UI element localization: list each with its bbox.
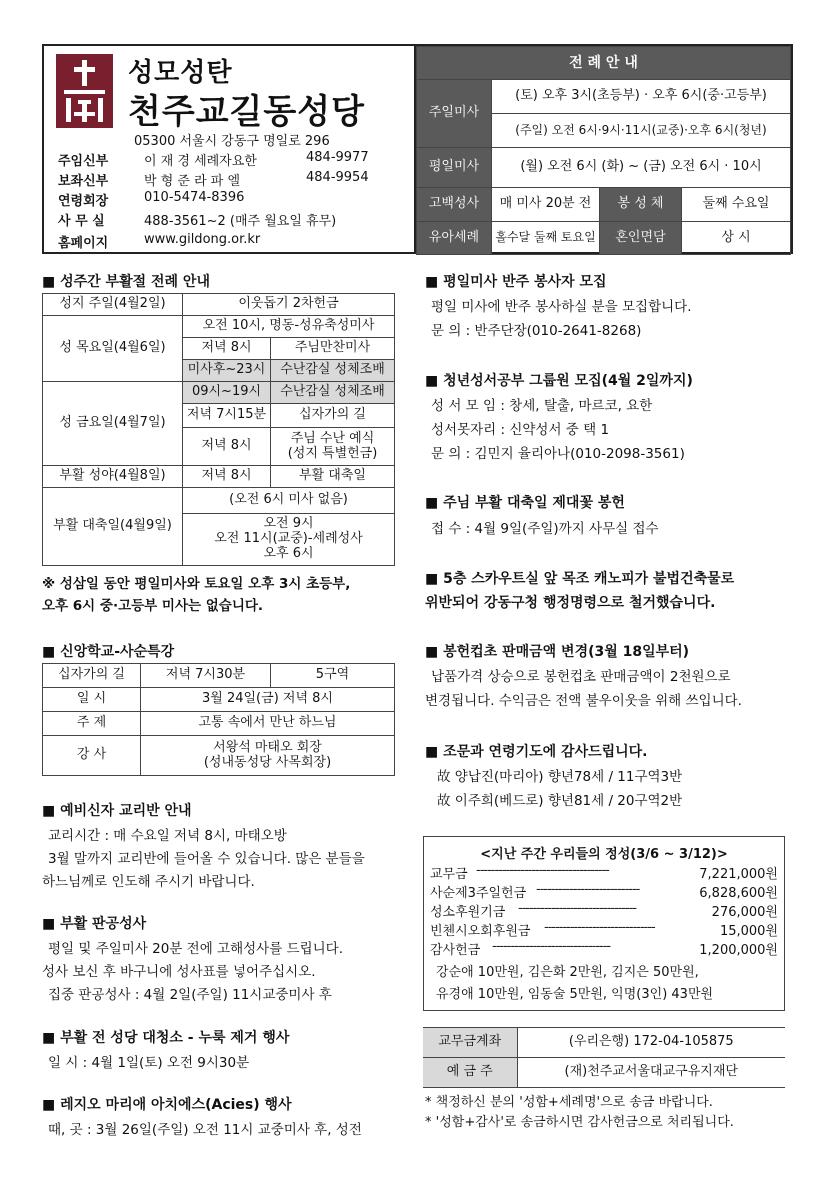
cell-line: 주님 수난 예식 <box>290 430 375 446</box>
dash-leader: -------------------------------- <box>492 939 611 954</box>
cup-line: 변경됩니다. 수익금은 전액 불우이웃을 위해 쓰입니다. <box>425 693 742 709</box>
parish-name-large: 천주교길동성당 <box>128 92 365 132</box>
dash-leader: ------------------------------ <box>544 920 655 935</box>
condolence-line: 故 양납진(마리아) 향년78세 / 11구역3반 <box>437 769 683 785</box>
offering-amount: 1,200,000원 <box>699 943 778 958</box>
offering-name: 감사헌금 <box>430 943 481 958</box>
table-cell: 주 제 <box>43 712 141 736</box>
info-label: 주임신부 <box>58 154 109 169</box>
condolence-title: ■ 조문과 연령기도에 감사드립니다. <box>425 744 648 760</box>
info-phone: 484-9954 <box>306 170 369 185</box>
catechumen-title: ■ 예비신자 교리반 안내 <box>42 803 192 819</box>
baptism-label: 유아세례 <box>417 222 492 255</box>
table-cell: 저녁 7시15분 <box>183 404 271 428</box>
info-value: 박 형 준 라 파 엘 <box>144 174 241 189</box>
baptism-value: 홀수달 둘째 토요일 <box>492 222 600 255</box>
marriage-label: 혼인면담 <box>600 222 682 255</box>
servers-line: 문 의 : 반주단장(010-2641-8268) <box>431 323 642 339</box>
table-cell: 이웃돕기 2차헌금 <box>183 294 395 316</box>
info-label: 연령회장 <box>58 194 109 209</box>
liturgy-guide <box>416 44 793 254</box>
cell-line: 오전 11시(교중)-세례성사 <box>214 531 363 547</box>
table-cell: 미사후~23시 <box>183 360 271 382</box>
info-row-assistant <box>58 170 108 189</box>
confession-line: 집중 판공성사 : 4월 2일(주일) 11시교중미사 후 <box>48 987 332 1003</box>
sunday-label: 주일미사 <box>417 80 492 148</box>
confession-line: 평일 및 주일미사 20분 전에 고해성사를 드립니다. <box>48 941 343 957</box>
info-value: 488-3561~2 (매주 월요일 휴무) <box>144 214 337 229</box>
offering-amount: 6,828,600원 <box>699 886 778 901</box>
school-table <box>42 663 395 776</box>
table-cell: 강 사 <box>43 736 141 776</box>
table-cell: 저녁 8시 <box>183 466 271 488</box>
holyweek-note: 오후 6시 중·고등부 미사는 없습니다. <box>42 598 264 614</box>
servers-title: ■ 평일미사 반주 봉사자 모집 <box>425 274 607 290</box>
canopy-notice: ■ 5층 스카우트실 앞 목조 캐노피가 불법건축물로 <box>425 571 735 587</box>
confession-label: 고백성사 <box>417 188 492 222</box>
table-cell: 예 금 주 <box>423 1058 517 1088</box>
catechumen-line: 하느님께로 인도해 주시기 바랍니다. <box>42 874 255 890</box>
donor-line: 강순애 10만원, 김은화 2만원, 김지은 50만원, <box>436 965 699 980</box>
dash-leader: ---------------------------- <box>536 882 640 897</box>
info-row-office <box>58 210 105 229</box>
servers-line: 평일 미사에 반주 봉사하실 분을 모집합니다. <box>431 299 692 315</box>
youth-bible-line: 성 서 모 임 : 창세, 탈출, 마르코, 요한 <box>431 398 653 414</box>
info-row-homepage <box>58 232 108 251</box>
info-label: 보좌신부 <box>58 174 109 189</box>
condolence-line: 故 이주희(베드로) 향년81세 / 20구역2반 <box>437 793 683 809</box>
cell-line: 오전 9시 <box>263 516 314 532</box>
sunday-sunday: (주일) 오전 6시·9시·11시(교중)·오후 6시(청년) <box>492 114 791 148</box>
offering-name: 빈첸시오회후원금 <box>430 924 531 939</box>
info-row-funeral <box>58 190 108 209</box>
liturgy-title: 전 례 안 내 <box>417 47 791 80</box>
table-cell: 오전 10시, 명동-성유축성미사 <box>183 316 395 338</box>
table-cell <box>183 514 395 566</box>
parish-header <box>42 44 416 254</box>
account-number: (우리은행) 172-04-105875 <box>517 1028 785 1058</box>
table-cell: 성지 주일(4월2일) <box>43 294 183 316</box>
info-label: 홈페이지 <box>58 236 109 251</box>
legio-line: 때, 곳 : 3월 26일(주일) 오전 11시 교중미사 후, 성전 <box>48 1122 362 1138</box>
table-cell: (오전 6시 미사 없음) <box>183 488 395 514</box>
table-cell: 성 금요일(4월7일) <box>43 382 183 466</box>
account-holder: (재)천주교서울대교구유지재단 <box>517 1058 785 1088</box>
address: 05300 서울시 강동구 명일로 296 <box>134 134 330 149</box>
holyweek-table <box>42 293 395 566</box>
catechumen-line: 교리시간 : 매 수요일 저녁 8시, 마태오방 <box>48 828 287 844</box>
info-row-pastor <box>58 150 108 169</box>
info-value: 010-5474-8396 <box>144 190 245 205</box>
cell-line: (성지 특별헌금) <box>287 445 378 461</box>
bank-note: * 책정하신 분의 '성함+세례명'으로 송금 바랍니다. <box>425 1095 713 1110</box>
table-cell: 십자가의 길 <box>43 664 141 688</box>
bank-note: * '성함+감사'로 송금하시면 감사헌금으로 처리됩니다. <box>425 1115 734 1130</box>
confession-title: ■ 부활 판공성사 <box>42 916 147 932</box>
youth-bible-line: 성서못자리 : 신약성서 중 택 1 <box>431 422 610 438</box>
table-cell: 부활 대축일 <box>271 466 395 488</box>
offering-amount: 15,000원 <box>719 924 778 939</box>
table-cell: 저녁 8시 <box>183 338 271 360</box>
confession-line: 성사 보신 후 바구니에 성사표를 넣어주십시오. <box>42 964 316 980</box>
donor-line: 유경애 10만원, 임동술 5만원, 익명(3인) 43만원 <box>436 987 714 1002</box>
offering-amount: 276,000원 <box>711 905 778 920</box>
dash-leader: ------------------------------------ <box>476 863 609 878</box>
table-cell <box>141 736 395 776</box>
cup-title: ■ 봉헌컵초 판매금액 변경(3월 18일부터) <box>425 644 690 660</box>
weekday-masses: (월) 오전 6시 (화) ~ (금) 오전 6시 · 10시 <box>492 148 791 188</box>
offering-amount: 7,221,000원 <box>699 867 778 882</box>
communion-value: 둘째 수요일 <box>682 188 791 222</box>
homepage-link[interactable]: www.gildong.or.kr <box>144 232 261 247</box>
weekday-label: 평일미사 <box>417 148 492 188</box>
table-cell: 09시~19시 <box>183 382 271 404</box>
table-cell: 저녁 7시30분 <box>141 664 271 688</box>
parish-name-small: 성모성탄 <box>128 58 233 88</box>
school-title: ■ 신앙학교-사순특강 <box>42 644 175 660</box>
sunday-saturday: (토) 오후 3시(초등부) · 오후 6시(중·고등부) <box>492 80 791 114</box>
table-cell: 수난감실 성체조배 <box>271 360 395 382</box>
communion-label: 봉 성 체 <box>600 188 682 222</box>
offering-name: 사순제3주일헌금 <box>430 886 527 901</box>
table-cell: 고통 속에서 만난 하느님 <box>141 712 395 736</box>
table-cell: 성 목요일(4월6일) <box>43 316 183 382</box>
church-logo-icon <box>56 54 113 128</box>
offerings-box <box>423 836 785 1011</box>
table-cell: 부활 성야(4월8일) <box>43 466 183 488</box>
table-cell: 주님만찬미사 <box>271 338 395 360</box>
offerings-title: <지난 주간 우리들의 정성(3/6 ~ 3/12)> <box>480 847 728 862</box>
cell-line: 서왕석 마태오 회장 <box>213 739 322 755</box>
catechumen-line: 3월 말까지 교리반에 들어올 수 있습니다. 많은 분들을 <box>48 851 365 867</box>
flowers-line: 접 수 : 4월 9일(주일)까지 사무실 접수 <box>431 521 659 537</box>
info-value: 이 재 경 세례자요한 <box>144 154 257 169</box>
table-cell: 일 시 <box>43 688 141 712</box>
holyweek-note: ※ 성삼일 동안 평일미사와 토요일 오후 3시 초등부, <box>42 576 351 592</box>
cleaning-title: ■ 부활 전 성당 대청소 - 누룩 제거 행사 <box>42 1030 290 1046</box>
offering-name: 성소후원기금 <box>430 905 506 920</box>
offering-name: 교무금 <box>430 867 468 882</box>
cleaning-line: 일 시 : 4월 1일(토) 오전 9시30분 <box>48 1055 250 1071</box>
table-cell: 십자가의 길 <box>271 404 395 428</box>
cell-line: 오후 6시 <box>263 545 314 561</box>
table-cell: 수난감실 성체조배 <box>271 382 395 404</box>
holyweek-title: ■ 성주간 부활절 전례 안내 <box>42 274 210 290</box>
bank-table <box>423 1027 785 1088</box>
table-cell: 교무금계좌 <box>423 1028 517 1058</box>
canopy-notice: 위반되어 강동구청 행정명령으로 철거했습니다. <box>425 595 716 611</box>
table-cell <box>271 428 395 466</box>
cup-line: 납품가격 상승으로 봉헌컵초 판매금액이 2천원으로 <box>431 669 731 685</box>
dash-leader: -------------------------------- <box>518 901 637 916</box>
youth-bible-line: 문 의 : 김민지 율리아나(010-2098-3561) <box>431 446 685 462</box>
table-cell: 부활 대축일(4월9일) <box>43 488 183 566</box>
cell-line: (성내동성당 사목회장) <box>203 754 332 770</box>
flowers-title: ■ 주님 부활 대축일 제대꽃 봉헌 <box>425 495 625 511</box>
table-cell: 5구역 <box>271 664 395 688</box>
youth-bible-title: ■ 청년성서공부 그룹원 모집(4월 2일까지) <box>425 373 693 389</box>
parish-logo <box>56 54 113 128</box>
confession-value: 매 미사 20분 전 <box>492 188 600 222</box>
info-label: 사 무 실 <box>58 214 105 229</box>
info-phone: 484-9977 <box>306 150 369 165</box>
marriage-value: 상 시 <box>682 222 791 255</box>
legio-title: ■ 레지오 마리애 아치에스(Acies) 행사 <box>42 1097 292 1113</box>
table-cell: 3월 24일(금) 저녁 8시 <box>141 688 395 712</box>
table-cell: 저녁 8시 <box>183 428 271 466</box>
